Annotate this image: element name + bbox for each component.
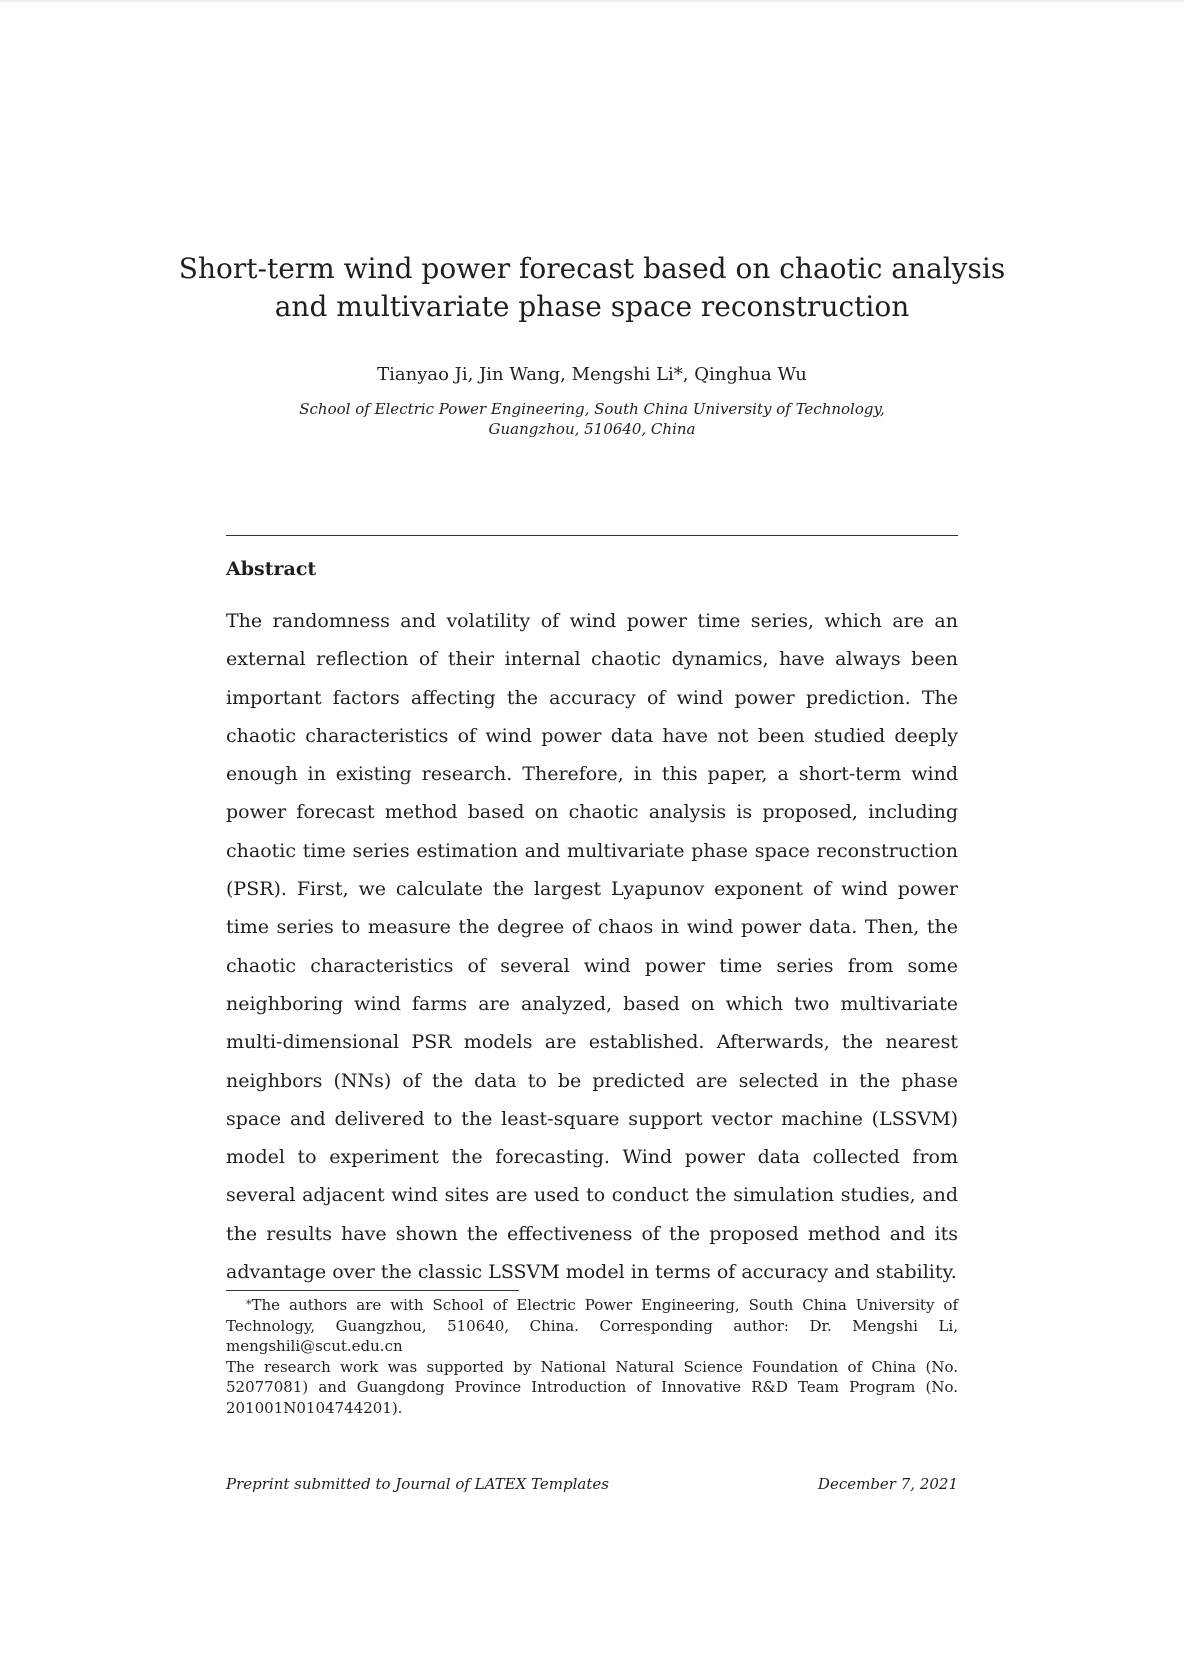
affiliation-line-2: Guangzhou, 510640, China — [488, 420, 696, 438]
footnote-rule — [226, 1290, 519, 1291]
submission-date: December 7, 2021 — [817, 1475, 958, 1493]
preprint-note: Preprint submitted to Journal of LATEX Templates — [226, 1475, 609, 1493]
footnote-authors-text: The authors are with School of Electric Power Engineering, South China University of Technology, Guangzhou, 510640, China. Corresponding author: Dr. Mengshi Li, mengshili@scut.edu.cn — [226, 1296, 958, 1355]
author-list: Tianyao Ji, Jin Wang, Mengshi Li*, Qinghua Wu — [377, 364, 807, 385]
top-edge-divider — [0, 0, 1184, 2]
affiliation — [160, 399, 1024, 439]
footnote-marker: * — [246, 1298, 252, 1311]
footnote-funding: The research work was supported by National Natural Science Foundation of China (No. 52077081) and Guangdong Province Introduction of Innovative R&D Team Program (No. 201001N0104744201). — [226, 1357, 958, 1417]
abstract-top-rule — [226, 535, 958, 536]
footnote-authors — [226, 1295, 958, 1357]
paper-title: Short-term wind power forecast based on chaotic analysis and multivariate phase space reconstruction — [178, 252, 1006, 323]
abstract-heading: Abstract — [226, 558, 317, 580]
footnote — [226, 1295, 958, 1418]
abstract-text: The randomness and volatility of wind power time series, which are an external reflection of their internal chaotic dynamics, have always been important factors affecting the accuracy of wind power prediction. The chaotic characteristics of wind power data have not been studied deeply enough in existing research. Therefore, in this paper, a short-term wind power forecast method based on chaotic analysis is proposed, including chaotic time series estimation and multivariate phase space reconstruction (PSR). First, we calculate the largest Lyapunov exponent of wind power time series to measure the degree of chaos in wind power data. Then, the chaotic characteristics of several wind power time series from some neighboring wind farms are analyzed, based on which two multivariate multi-dimensional PSR models are established. Afterwards, the nearest neighbors (NNs) of the data to be predicted are selected in the phase space and delivered to the least-square support vector machine (LSSVM) model to experiment the forecasting. Wind power data collected from several adjacent wind sites are used to conduct the simulation studies, and the results have shown the effectiveness of the proposed method and its advantage over the classic LSSVM model in terms of accuracy and stability. — [226, 610, 958, 1284]
affiliation-line-1: School of Electric Power Engineering, South China University of Technology, — [299, 400, 885, 418]
